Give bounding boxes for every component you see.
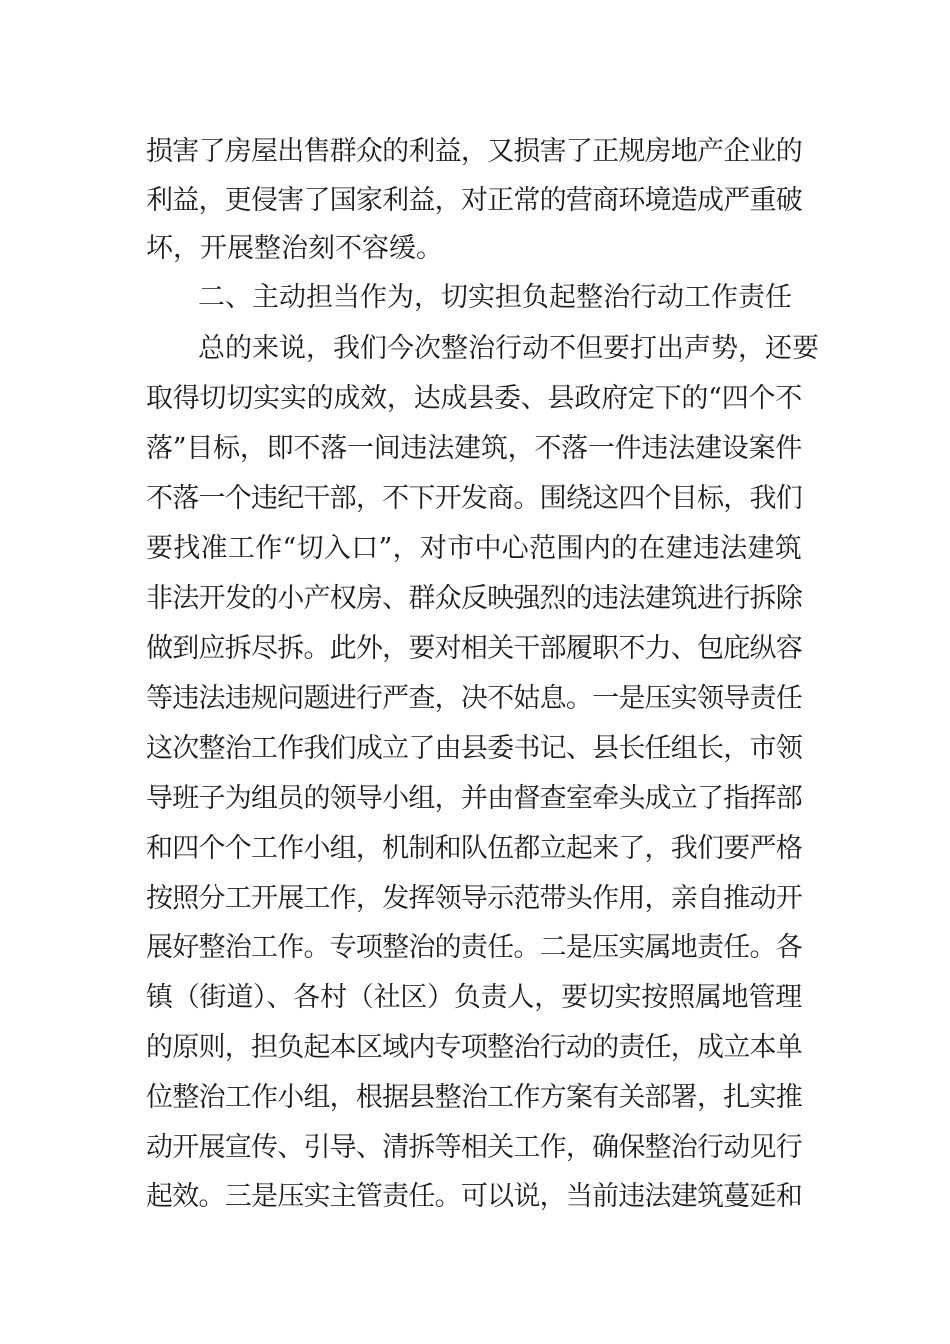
- text-line: [0, 374, 950, 424]
- text-line: [0, 1073, 950, 1123]
- text-line-content: 落”目标，即不落一间违法建筑，不落一件违法建设案件: [146, 433, 803, 464]
- text-line: [0, 824, 950, 874]
- text-line-content: 和四个个工作小组，机制和队伍都立起来了，我们要严格: [146, 833, 802, 864]
- text-line-content: 做到应拆尽拆。此外，要对相关干部履职不力、包庇纵容: [146, 633, 802, 664]
- text-line-content: 损害了房屋出售群众的利益，又损害了正规房地产企业的: [146, 136, 802, 167]
- text-line: [0, 524, 950, 574]
- text-line: [0, 674, 950, 724]
- text-line: [0, 1123, 950, 1173]
- text-line: [0, 127, 950, 177]
- section-heading-text: 二、主动担当作为，切实担负起整治行动工作责任: [198, 282, 792, 313]
- text-line: [0, 574, 950, 624]
- text-line-content: 动开展宣传、引导、清拆等相关工作，确保整治行动见行: [146, 1132, 802, 1163]
- text-line: [0, 923, 950, 973]
- text-line-content: 总的来说，我们今次整治行动不但要打出声势，还要: [198, 333, 819, 364]
- text-line: [0, 624, 950, 674]
- text-line-content: 不落一个违纪干部，不下开发商。围绕这四个目标，我们: [146, 483, 802, 514]
- text-line-content: 这次整治工作我们成立了由县委书记、县长任组长，市领: [146, 733, 802, 764]
- text-line-content: 按照分工开展工作，发挥领导示范带头作用，亲自推动开: [146, 883, 802, 914]
- text-line-content: 取得切切实实的成效，达成县委、县政府定下的“四个不: [146, 383, 803, 414]
- text-line-content: 利益，更侵害了国家利益，对正常的营商环境造成严重破: [146, 185, 802, 216]
- text-line-content: 位整治工作小组，根据县整治工作方案有关部署，扎实推: [146, 1082, 802, 1113]
- text-line-content: 等违法违规问题进行严查，决不姑息。一是压实领导责任: [146, 683, 802, 714]
- text-line-content: 的原则，担负起本区域内专项整治行动的责任，成立本单: [146, 1032, 802, 1063]
- text-line: [0, 973, 950, 1023]
- text-line-content: 镇（街道）、各村（社区）负责人，要切实按照属地管理: [146, 982, 802, 1013]
- text-line: [0, 724, 950, 774]
- text-line: [0, 1023, 950, 1073]
- text-line: [0, 474, 950, 524]
- text-line: [0, 874, 950, 924]
- text-line: [0, 424, 950, 474]
- text-line-content: 非法开发的小产权房、群众反映强烈的违法建筑进行拆除: [146, 583, 802, 614]
- text-line: [0, 176, 950, 226]
- text-line-content: 要找准工作“切入口”，对市中心范围内的在建违法建筑: [146, 533, 803, 564]
- text-line: [0, 1172, 950, 1222]
- text-line-content: 坏，开展整治刻不容缓。: [146, 233, 443, 264]
- paragraph-first-line: [0, 324, 950, 374]
- text-line: [0, 774, 950, 824]
- text-line-content: 导班子为组员的领导小组，并由督查室牵头成立了指挥部: [146, 783, 802, 814]
- text-line-content: 起效。三是压实主管责任。可以说，当前违法建筑蔓延和: [146, 1181, 802, 1212]
- section-heading: [0, 273, 950, 323]
- text-line-content: 展好整治工作。专项整治的责任。二是压实属地责任。各: [146, 932, 802, 963]
- text-line: [0, 224, 950, 274]
